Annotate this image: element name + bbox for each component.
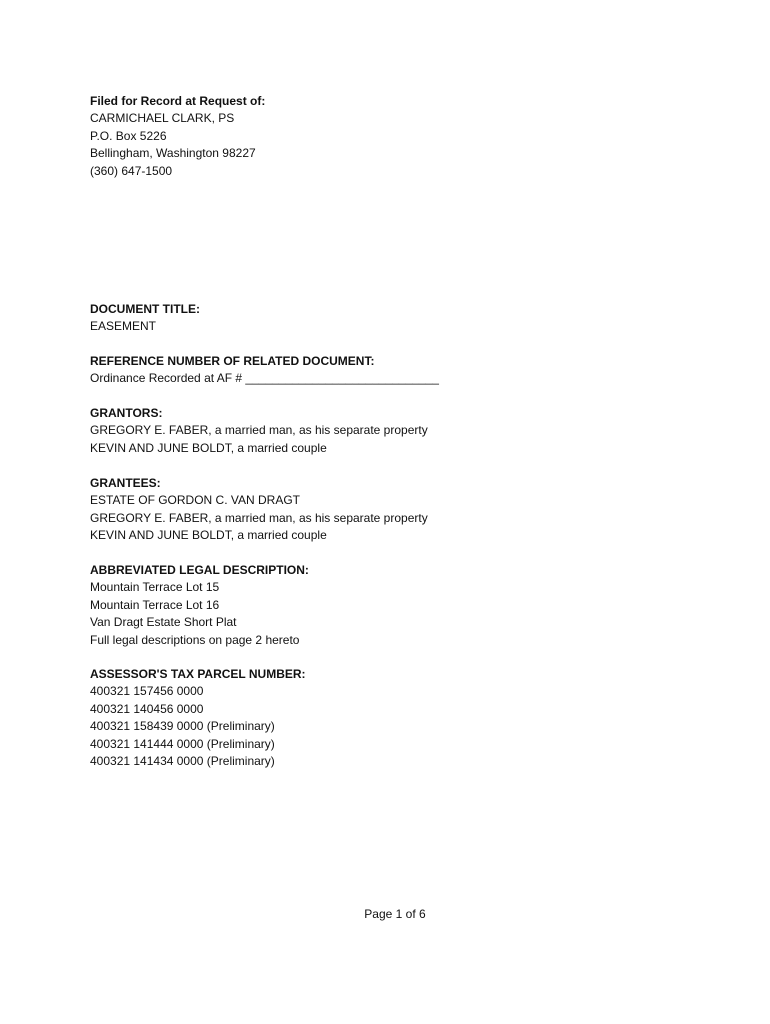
tax-parcel-number-line: 400321 158439 0000 (Preliminary) xyxy=(90,719,275,734)
grantors-heading: GRANTORS: xyxy=(90,406,163,420)
abbreviated-legal-description-heading: ABBREVIATED LEGAL DESCRIPTION: xyxy=(90,563,309,577)
tax-parcel-number-line: 400321 141434 0000 (Preliminary) xyxy=(90,754,275,769)
tax-parcel-number-line: 400321 140456 0000 xyxy=(90,701,204,716)
filed-for-record-section xyxy=(90,93,690,180)
filed-for-record-heading: Filed for Record at Request of: xyxy=(90,94,266,108)
tax-parcel-number-line: 400321 157456 0000 xyxy=(90,684,204,699)
requester-name: CARMICHAEL CLARK, PS xyxy=(90,111,235,126)
assessor-tax-parcel-number-section xyxy=(90,666,690,770)
grantor-line: KEVIN AND JUNE BOLDT, a married couple xyxy=(90,440,327,455)
grantor-line: GREGORY E. FABER, a married man, as his separate property xyxy=(90,423,428,438)
grantee-line: KEVIN AND JUNE BOLDT, a married couple xyxy=(90,528,327,543)
requester-po-box: P.O. Box 5226 xyxy=(90,128,167,143)
requester-city-state-zip: Bellingham, Washington 98227 xyxy=(90,146,256,161)
assessor-tax-parcel-number-heading: ASSESSOR'S TAX PARCEL NUMBER: xyxy=(90,667,306,681)
reference-number-value: Ordinance Recorded at AF # _____________________________ xyxy=(90,371,439,386)
reference-number-heading: REFERENCE NUMBER OF RELATED DOCUMENT: xyxy=(90,354,375,368)
grantee-line: ESTATE OF GORDON C. VAN DRAGT xyxy=(90,493,301,508)
abbreviated-legal-description-section xyxy=(90,562,690,649)
document-title-value: EASEMENT xyxy=(90,319,157,334)
document-title-heading: DOCUMENT TITLE: xyxy=(90,302,200,316)
reference-number-section xyxy=(90,353,690,388)
grantors-section xyxy=(90,405,690,457)
grantee-line: GREGORY E. FABER, a married man, as his separate property xyxy=(90,510,428,525)
legal-description-line: Full legal descriptions on page 2 hereto xyxy=(90,632,300,647)
requester-phone: (360) 647-1500 xyxy=(90,163,173,178)
grantees-heading: GRANTEES: xyxy=(90,476,161,490)
page-number-footer: Page 1 of 6 xyxy=(364,907,426,921)
legal-description-line: Mountain Terrace Lot 15 xyxy=(90,580,220,595)
tax-parcel-number-line: 400321 141444 0000 (Preliminary) xyxy=(90,736,275,751)
legal-description-line: Van Dragt Estate Short Plat xyxy=(90,615,237,630)
document-title-section xyxy=(90,301,690,336)
legal-description-line: Mountain Terrace Lot 16 xyxy=(90,597,220,612)
grantees-section xyxy=(90,475,690,545)
